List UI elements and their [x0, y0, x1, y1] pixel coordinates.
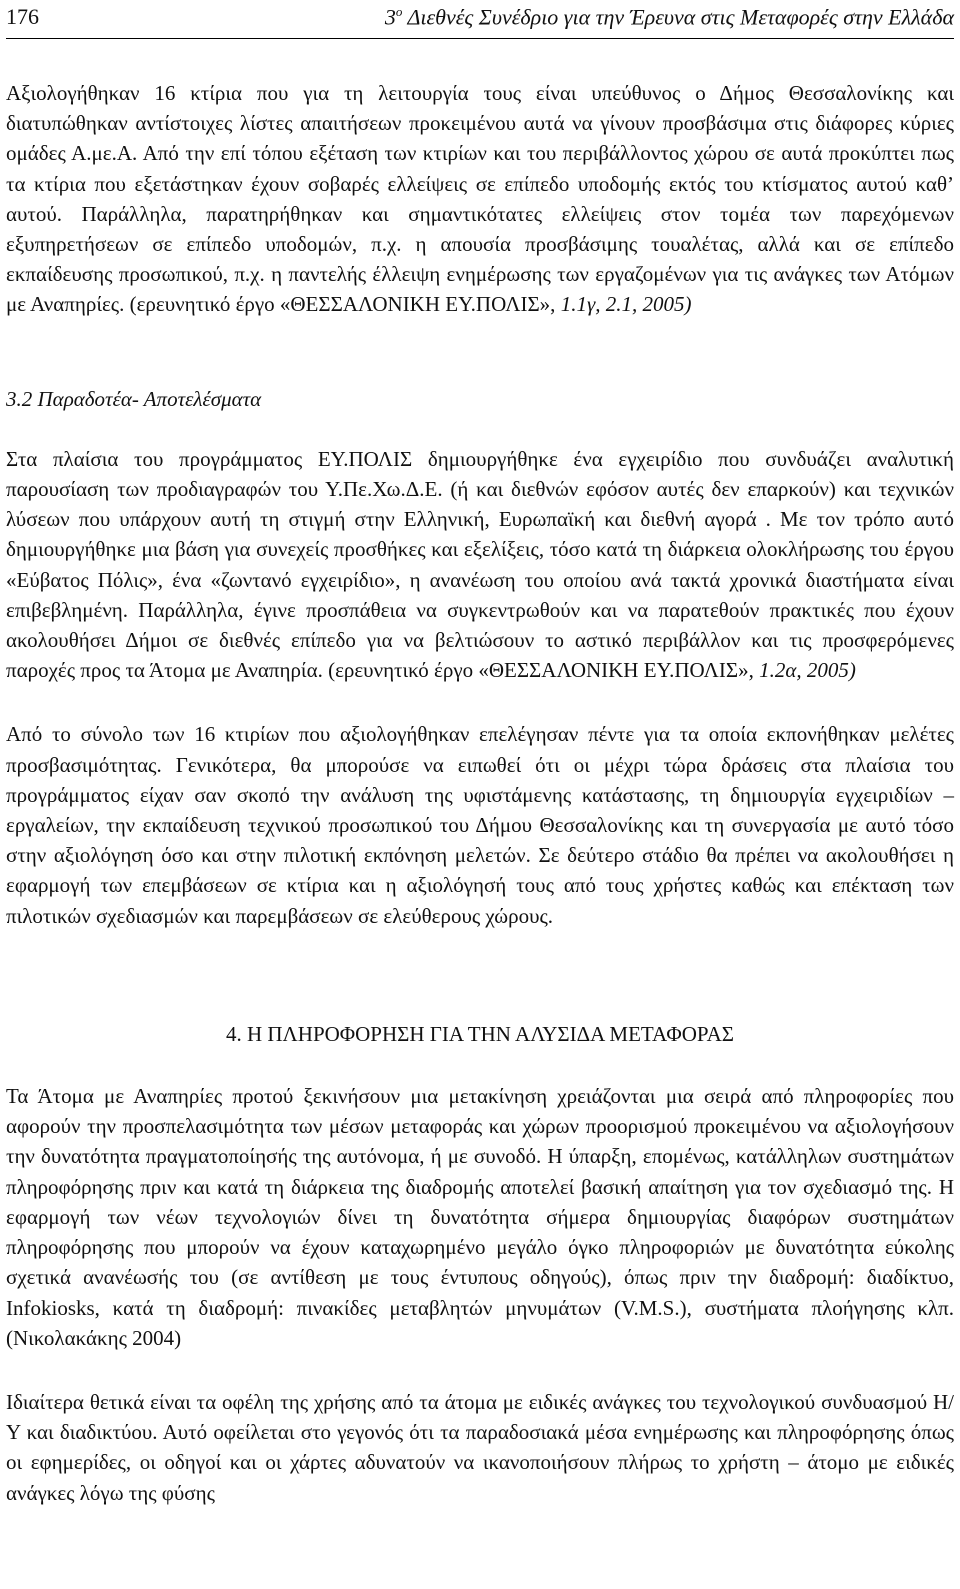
paragraph: Από το σύνολο των 16 κτιρίων που αξιολογήθηκαν επελέγησαν πέντε για τα οποία εκπονήθηκαν μελέτες προσβασιμότητας. Γενικότερα, θα μπορούσε να ειπωθεί ότι οι μέχρι τώρα δράσεις στα πλαίσια του προγράμματος είχαν σαν σκοπό την ανάλυση της υφιστάμενης κατάστασης, τη δημιουργία εγχειριδίων – εργαλείων, την εκπαίδευση τεχνικού προσωπικού του Δήμου Θεσσαλονίκης και τη συνεργασία με αυτό τόσο στην αξιολόγηση όσο και στην πιλοτική εκπόνηση μελετών. Σε δεύτερο στάδιο θα πρέπει να ακολουθήσει η εφαρμογή των επεμβάσεων σε κτίρια και η αξιολόγησή τους από τους χρήστες καθώς και επέκταση των πιλοτικών σχεδιασμών και παρεμβάσεων σε ελεύθερους χώρους. — [6, 722, 954, 928]
paragraph — [6, 444, 954, 686]
citation: 1.1γ, 2.1, 2005) — [560, 292, 692, 317]
citation: 1.2α, 2005) — [759, 658, 856, 683]
paragraph-text: Στα πλαίσια του προγράμματος ΕΥ.ΠΟΛΙΣ δημιουργήθηκε ένα εγχειρίδιο που συνδυάζει αναλυτική παρουσίαση των προδιαγραφών του Υ.Πε.Χω.Δ.Ε. (ή και διεθνών εφόσον αυτές δεν επαρκούν) και τεχνικών λύσεων που υπάρχουν αυτή τη στιγμή στην Ελληνική, Ευρωπαϊκή και διεθνή αγορά . Με τον τρόπο αυτό δημιουργήθηκε μια βάση για συνεχείς προσθήκες και εξελίξεις, τόσο κατά τη διάρκεια ολοκλήρωσης του έργου «Εύβατος Πόλις», ένα «ζωντανό εγχειρίδιο», η ανανέωση του οποίου ανά τακτά χρονικά διαστήματα είναι επιβεβλημένη. Παράλληλα, έγινε προσπάθεια να συγκεντρωθούν και να παρατεθούν πρακτικές που έχουν ακολουθήσει Δήμοι σε διεθνές επίπεδο για να βελτιώσουν το αστικό περιβάλλον και τις προσφερόμενες παροχές προς τα Άτομα με Αναπηρία. (ερευνητικό έργο «ΘΕΣΣΑΛΟΝΙΚΗ ΕΥ.ΠΟΛΙΣ», — [6, 446, 954, 683]
running-title-ordinal: ο — [395, 4, 403, 19]
paragraph: Ιδιαίτερα θετικά είναι τα οφέλη της χρήσης από τα άτομα με ειδικές ανάγκες του τεχνολογικού συνδυασμού Η/Υ και διαδικτύου. Αυτό οφείλεται στο γεγονός ότι τα παραδοσιακά μέσα ενημέρωσης και πληροφόρησης όπως οι εφημερίδες, οι οδηγοί και οι χάρτες αδυνατούν να ικανοποιήσουν πλήρως το χρήστη – άτομο με ειδικές ανάγκες λόγω της φύσης — [6, 1389, 954, 1505]
page-header — [6, 0, 954, 39]
running-title — [385, 4, 954, 30]
running-title-number: 3 — [384, 4, 396, 30]
paragraph: Τα Άτομα με Αναπηρίες προτού ξεκινήσουν μια μετακίνηση χρειάζονται μια σειρά από πληροφορίες που αφορούν την προσπελασιμότητα των μέσων μεταφοράς και χώρων προορισμού προκειμένου να αξιολογήσουν την δυνατότητα πραγματοποίησής της αυτόνομα, ή με συνοδό. Η ύπαρξη, επομένως, κατάλληλων συστημάτων πληροφόρησης πριν και κατά τη διάρκεια της διαδρομής αποτελεί βασική απαίτηση για τον σχεδιασμό της. Η εφαρμογή των νέων τεχνολογιών δίνει τη δυνατότητα σήμερα δημιουργίας διαφόρων συστημάτων πληροφόρησης που μπορούν να έχουν καταχωρημένο μεγάλο όγκο πληροφοριών με δυνατότητα εύκολης σχετικά ανανέωσής του (σε αντίθεση με τους έντυπους οδηγούς), όπως πριν την διαδρομή: διαδίκτυο, Infokiosks, κατά τη διαδρομή: πινακίδες μεταβλητών μηνυμάτων (V.M.S.), συστήματα πλοήγησης κλπ. (Νικολακάκης 2004) — [6, 1084, 954, 1350]
paragraph — [6, 78, 954, 320]
running-title-text: Διεθνές Συνέδριο για την Έρευνα στις Μεταφορές στην Ελλάδα — [402, 4, 954, 30]
section-heading: 4. Η ΠΛΗΡΟΦΟΡΗΣΗ ΓΙΑ ΤΗΝ ΑΛΥΣΙΔΑ ΜΕΤΑΦΟΡΑΣ — [225, 1021, 735, 1046]
document-body — [6, 78, 954, 1508]
subsection-heading: 3.2 Παραδοτέα- Αποτελέσματα — [6, 386, 262, 411]
page-number: 176 — [6, 4, 39, 29]
paragraph-text: Αξιολογήθηκαν 16 κτίρια που για τη λειτουργία τους είναι υπεύθυνος ο Δήμος Θεσσαλονίκης και διατυπώθηκαν αντίστοιχες λίστες απαιτήσεων προκειμένου αυτά να γίνουν προσβάσιμα στις διάφορες κύριες ομάδες Α.με.Α. Από την επί τόπου εξέταση των κτιρίων και του περιβάλλοντος χώρου σε αυτά προκύπτει πως τα κτίρια που εξετάστηκαν έχουν σοβαρές ελλείψεις σε επίπεδο υποδομής εκτός του κτίσματος αυτού καθ’ αυτού. Παράλληλα, παρατηρήθηκαν και σημαντικότατες ελλείψεις στον τομέα των παρεχόμενων εξυπηρετήσεων σε επίπεδο υποδομών, π.χ. η απουσία προσβάσιμης τουαλέτας, αλλά και σε επίπεδο εκπαίδευσης προσωπικού, π.χ. η παντελής έλλειψη ενημέρωσης των εργαζομένων για τις ανάγκες των Ατόμων με Αναπηρίες. (ερευνητικό έργο «ΘΕΣΣΑΛΟΝΙΚΗ ΕΥ.ΠΟΛΙΣ», — [6, 81, 954, 317]
